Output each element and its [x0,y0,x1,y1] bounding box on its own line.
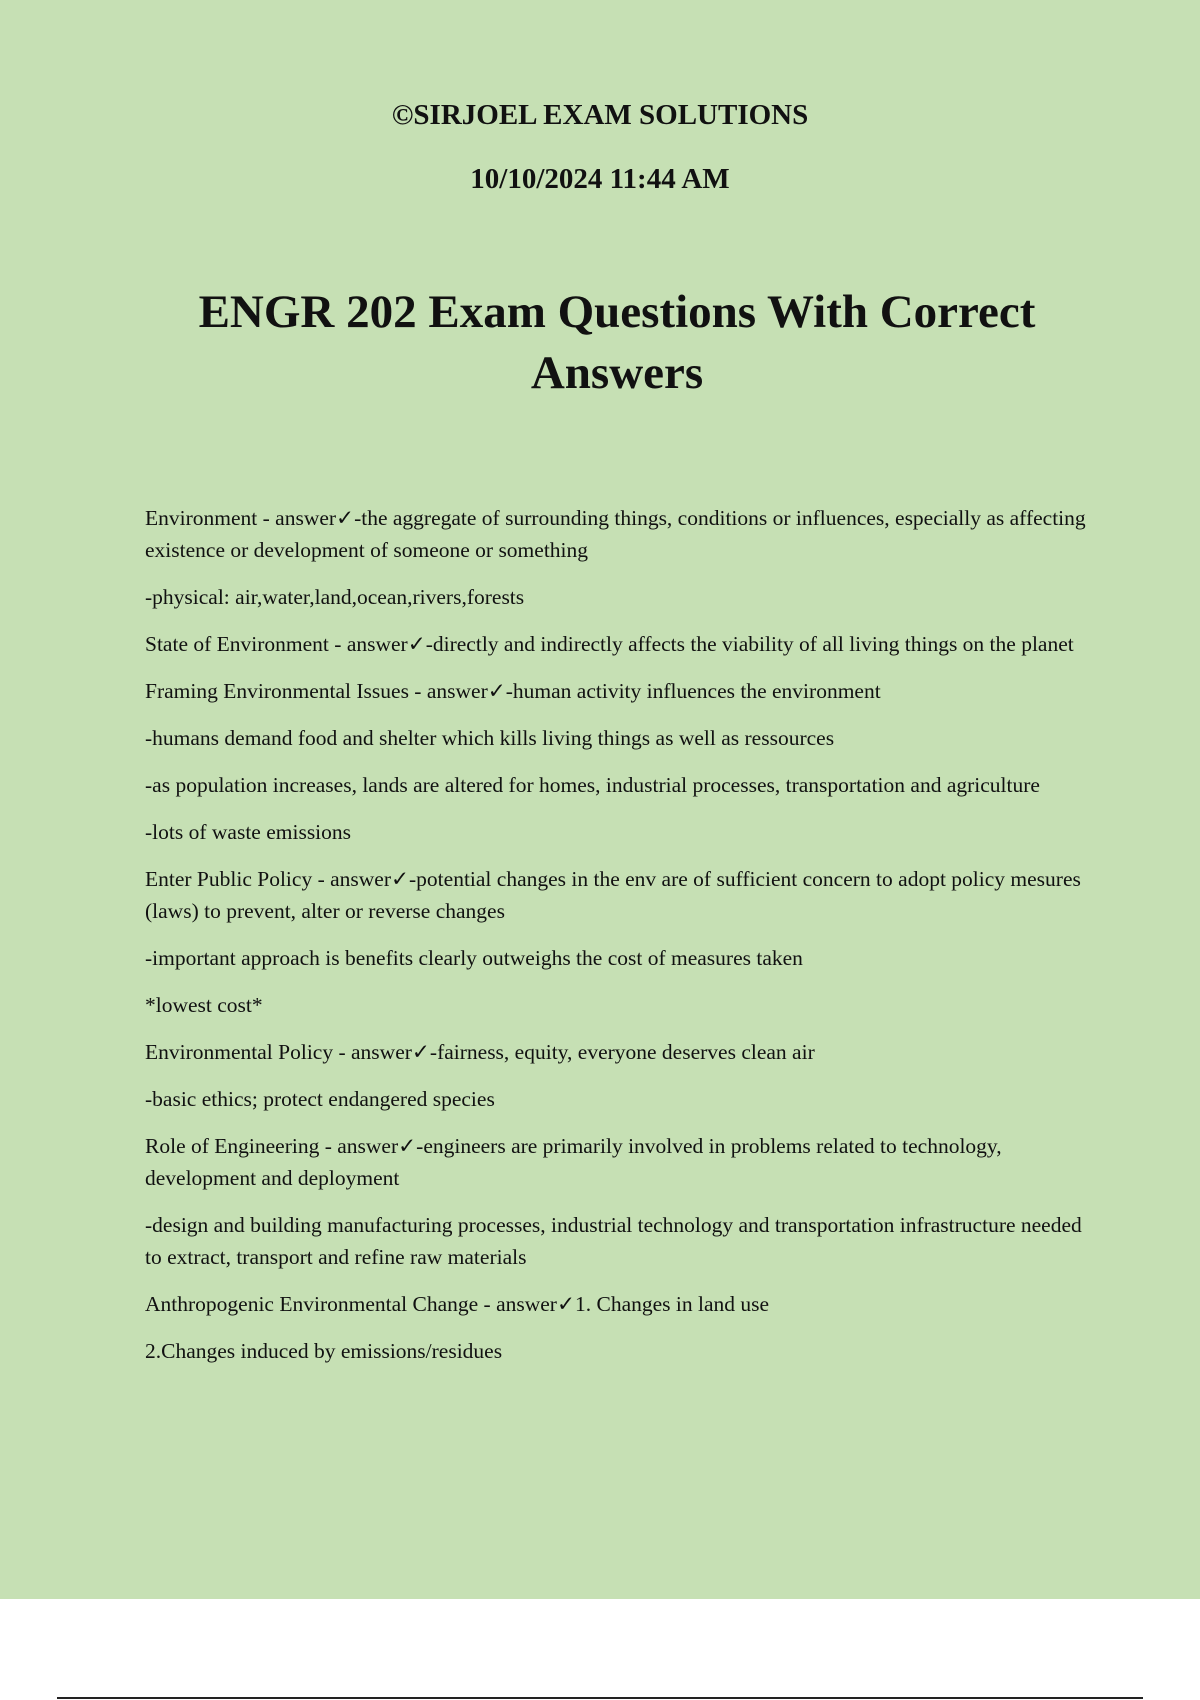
document-body [145,502,1095,1382]
paragraph: -basic ethics; protect endangered species [145,1087,495,1111]
paragraph: Framing Environmental Issues - answer✓-human activity influences the environment [145,679,881,703]
paragraph: Anthropogenic Environmental Change - answer✓1. Changes in land use [145,1292,770,1316]
paragraph: -as population increases, lands are altered for homes, industrial processes, transportation and agriculture [145,773,1040,797]
paragraph: -design and building manufacturing processes, industrial technology and transportation infrastructure needed to extract, transport and refine raw materials [145,1213,1082,1269]
company-header: ©SIRJOEL EXAM SOLUTIONS [391,99,809,131]
document-title: ENGR 202 Exam Questions With Correct Answers [198,286,1036,399]
date-header: 10/10/2024 11:44 AM [470,163,730,195]
paragraph: 2.Changes induced by emissions/residues [145,1339,503,1363]
paragraph: Environment - answer✓-the aggregate of surrounding things, conditions or influences, especially as affecting existence or development of someone or something [145,506,1086,562]
paragraph: -lots of waste emissions [145,820,352,844]
paragraph: *lowest cost* [145,993,263,1017]
paragraph: -humans demand food and shelter which kills living things as well as ressources [145,726,835,750]
paragraph: -physical: air,water,land,ocean,rivers,forests [145,585,525,609]
paragraph: Enter Public Policy - answer✓-potential changes in the env are of sufficient concern to adopt policy mesures (laws) to prevent, alter or reverse changes [145,867,1081,923]
paragraph: Environmental Policy - answer✓-fairness, equity, everyone deserves clean air [145,1040,815,1064]
paragraph: -important approach is benefits clearly outweighs the cost of measures taken [145,946,803,970]
paragraph: State of Environment - answer✓-directly and indirectly affects the viability of all living things on the planet [145,632,1074,656]
paragraph: Role of Engineering - answer✓-engineers are primarily involved in problems related to technology, development and deployment [145,1134,1002,1190]
footer-divider [57,1697,1143,1699]
